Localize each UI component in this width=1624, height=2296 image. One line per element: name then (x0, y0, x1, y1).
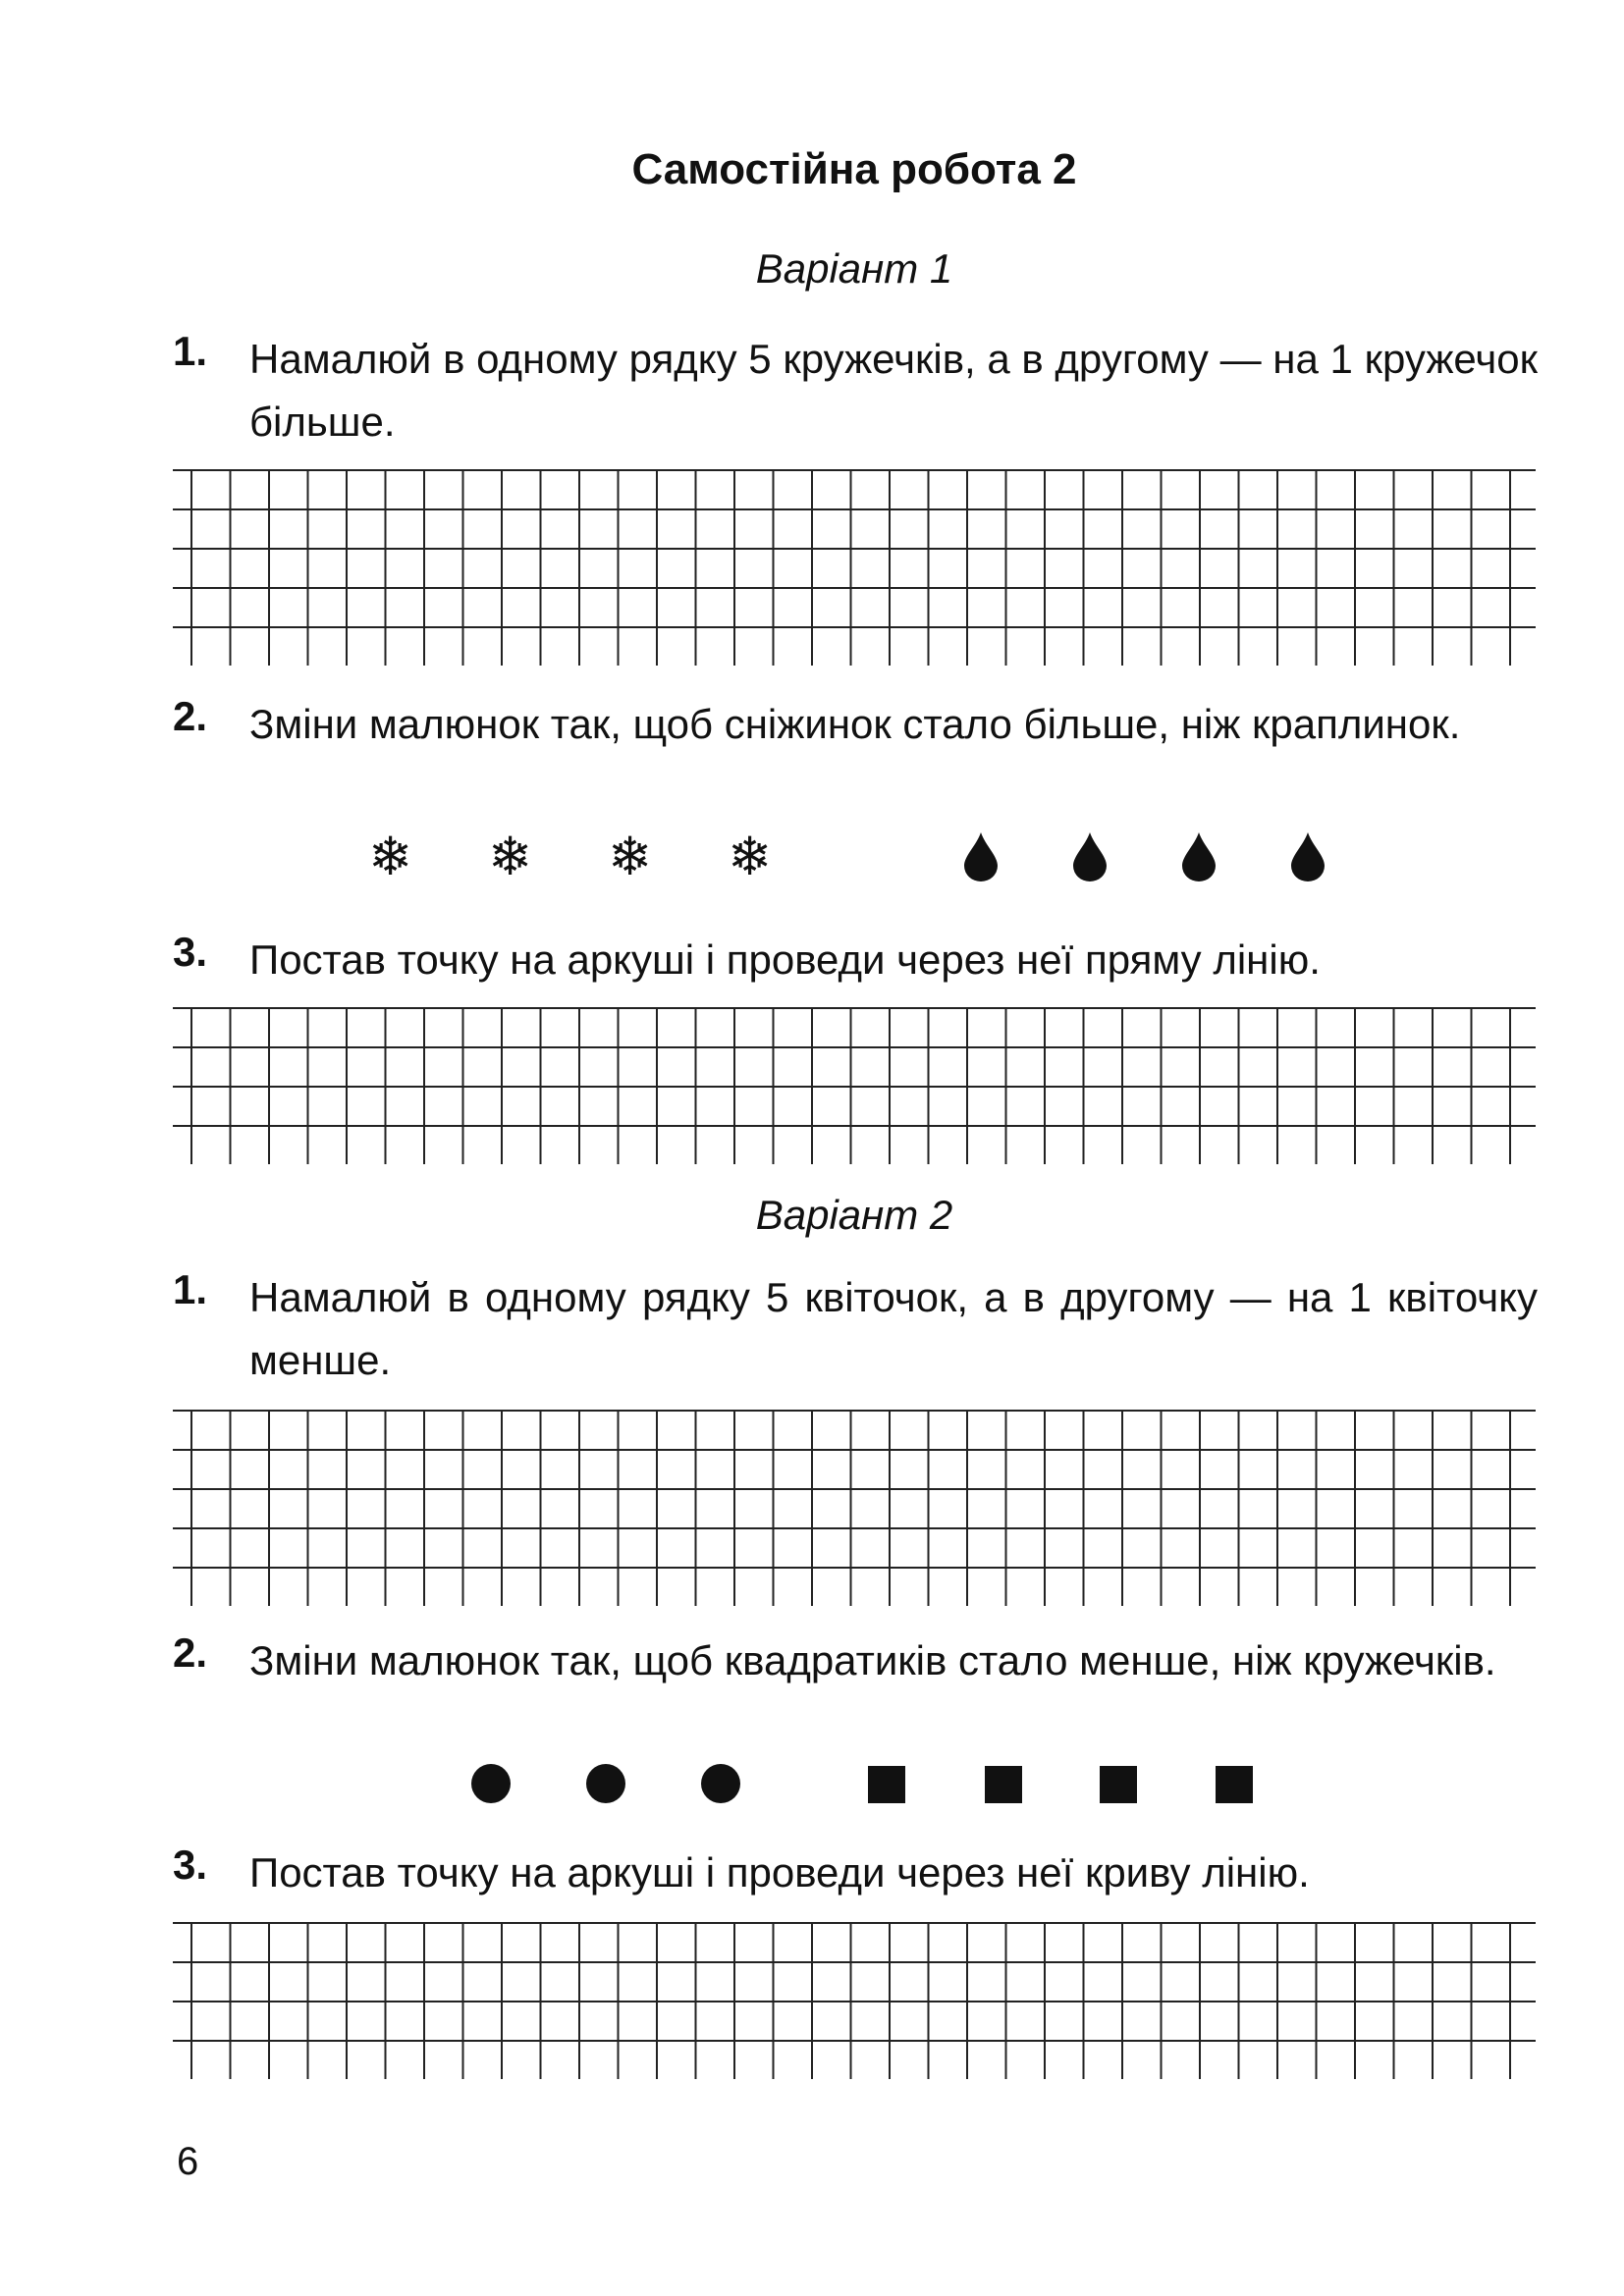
snowflake-icon: ❄ (608, 826, 653, 887)
snowflake-icon: ❄ (488, 826, 533, 887)
task-number: 3. (173, 929, 208, 975)
grid-field-v1-1[interactable] (173, 469, 1536, 666)
task-v1-3 (173, 929, 1538, 991)
variant-1-heading: Варіант 1 (755, 245, 953, 292)
drop-icon (1291, 832, 1325, 881)
snowflake-icon: ❄ (728, 826, 773, 887)
task-text: Зміни малюнок так, щоб квадратиків стало менше, ніж кружечків. (249, 1637, 1496, 1683)
task-text: Намалюй в одному рядку 5 кружечків, а в другому — на 1 кружечок більше. (249, 336, 1538, 445)
grid-field-v1-3[interactable] (173, 1007, 1536, 1164)
task-v2-2 (173, 1629, 1538, 1692)
task-number: 3. (173, 1842, 208, 1888)
task-v2-1 (173, 1266, 1538, 1392)
task-text: Постав точку на аркуші і проведи через неї криву лінію. (249, 1849, 1310, 1896)
task-v2-3 (173, 1842, 1538, 1904)
task-v1-2 (173, 693, 1538, 756)
circle-icon (585, 1763, 626, 1804)
square-icon (1216, 1766, 1253, 1803)
circles-and-squares (0, 1763, 1624, 1812)
task-number: 1. (173, 1266, 208, 1312)
drop-icon (964, 832, 998, 881)
drop-icon (1182, 832, 1216, 881)
task-text: Намалюй в одному рядку 5 квіточок, а в другому — на 1 квіточку менше. (249, 1274, 1538, 1383)
variant-2-heading: Варіант 2 (755, 1192, 953, 1238)
snowflake-icon: ❄ (368, 826, 413, 887)
square-icon (1100, 1766, 1137, 1803)
task-number: 2. (173, 1629, 208, 1676)
circle-icon (700, 1763, 741, 1804)
task-text: Зміни малюнок так, щоб сніжинок стало більше, ніж краплинок. (249, 701, 1461, 747)
task-number: 1. (173, 328, 208, 374)
square-icon (985, 1766, 1022, 1803)
task-text: Постав точку на аркуші і проведи через неї пряму лінію. (249, 936, 1321, 983)
task-v1-1 (173, 328, 1538, 454)
square-icon (868, 1766, 905, 1803)
page-title: Самостійна робота 2 (631, 145, 1077, 193)
page-number: 6 (177, 2140, 199, 2183)
task-number: 2. (173, 693, 208, 739)
drop-icon (1073, 832, 1107, 881)
circle-icon (470, 1763, 512, 1804)
snowflakes-and-drops (0, 826, 1624, 899)
grid-field-v2-1[interactable] (173, 1410, 1536, 1606)
grid-field-v2-3[interactable] (173, 1922, 1536, 2079)
